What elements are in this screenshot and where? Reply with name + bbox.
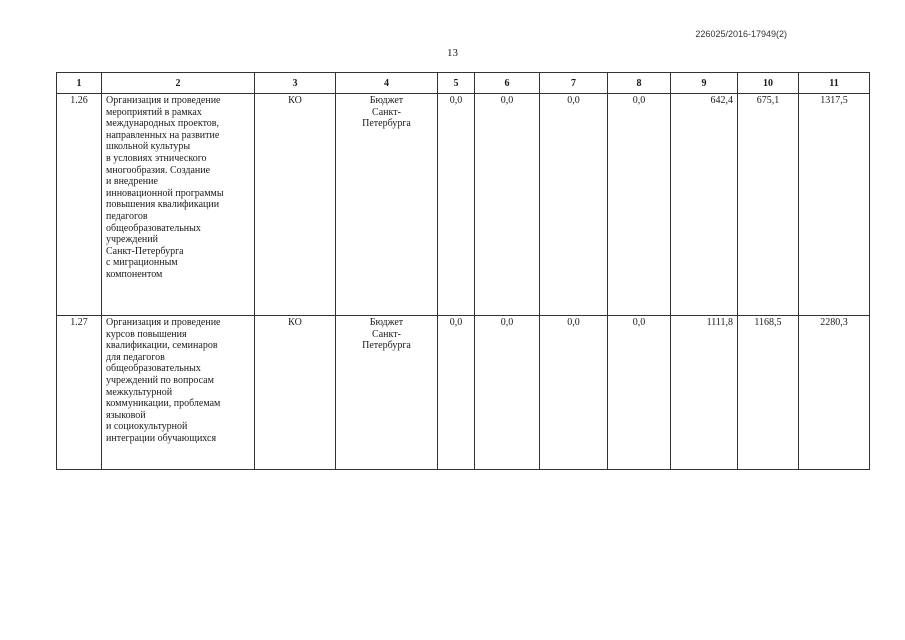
row-value-col5: 0,0	[438, 316, 475, 470]
row-value-col9: 1111,8	[671, 316, 738, 470]
description-line: и социокультурной	[106, 421, 188, 433]
row-value-col5: 0,0	[438, 94, 475, 316]
row-value-col7: 0,0	[540, 94, 608, 316]
description-line: и внедрение	[106, 176, 158, 188]
description-line: Организация и проведение	[106, 317, 221, 328]
description-line: в условиях этнического	[106, 152, 207, 164]
row-value-col10: 675,1	[738, 94, 799, 316]
description-line: многообразия. Создание	[106, 164, 211, 176]
description-line: мероприятий в рамках	[106, 106, 202, 118]
description-line: квалификации, семинаров	[106, 340, 218, 352]
document-id: 226025/2016-17949(2)	[695, 29, 787, 39]
row-executor: КО	[255, 94, 336, 316]
col-header-6: 6	[475, 73, 540, 94]
row-value-col9: 642,4	[671, 94, 738, 316]
col-header-4: 4	[336, 73, 438, 94]
row-value-col8: 0,0	[608, 94, 671, 316]
description-line: языковой	[106, 409, 146, 421]
budget-table	[56, 72, 870, 470]
description-line: учреждений по вопросам	[106, 374, 214, 386]
description-line: компонентом	[106, 268, 163, 280]
description-line: курсов повышения	[106, 328, 187, 340]
row-value-col10: 1168,5	[738, 316, 799, 470]
header-row	[57, 73, 870, 94]
description-line: с миграционным	[106, 257, 178, 269]
description-line: Организация и проведение	[106, 95, 221, 106]
funding-source-line: Петербурга	[362, 118, 411, 130]
row-value-col11: 1317,5	[799, 94, 870, 316]
funding-source-line: Санкт-	[372, 328, 401, 340]
row-value-col8: 0,0	[608, 316, 671, 470]
row-value-col7: 0,0	[540, 316, 608, 470]
description-line: межкультурной	[106, 386, 173, 398]
col-header-3: 3	[255, 73, 336, 94]
col-header-8: 8	[608, 73, 671, 94]
row-description	[102, 94, 255, 316]
row-funding-source	[336, 316, 438, 470]
description-line: для педагогов	[106, 351, 165, 363]
col-header-10: 10	[738, 73, 799, 94]
table-row	[57, 316, 870, 470]
description-line: направленных на развитие	[106, 129, 220, 141]
description-line: общеобразовательных	[106, 363, 201, 375]
col-header-7: 7	[540, 73, 608, 94]
funding-source-line: Петербурга	[362, 340, 411, 352]
description-line: международных проектов,	[106, 118, 220, 130]
description-line: педагогов	[106, 210, 148, 222]
row-description	[102, 316, 255, 470]
row-executor: КО	[255, 316, 336, 470]
funding-source-line: Бюджет	[369, 95, 404, 106]
row-value-col6: 0,0	[475, 94, 540, 316]
description-line: общеобразовательных	[106, 222, 201, 234]
row-funding-source	[336, 94, 438, 316]
table-row	[57, 94, 870, 316]
funding-source-line: Санкт-	[372, 106, 401, 118]
description-line: коммуникации, проблемам	[106, 398, 221, 410]
description-line: инновационной программы	[106, 187, 224, 199]
description-line: повышения квалификации	[106, 199, 220, 211]
description-line: школьной культуры	[106, 141, 191, 153]
page-number: 13	[447, 47, 458, 59]
description-line: интеграции обучающихся	[106, 432, 217, 444]
col-header-2: 2	[102, 73, 255, 94]
col-header-5: 5	[438, 73, 475, 94]
description-line: учреждений	[106, 234, 158, 246]
row-number: 1.26	[57, 94, 102, 316]
description-line: Санкт-Петербурга	[106, 245, 184, 257]
col-header-1: 1	[57, 73, 102, 94]
row-value-col6: 0,0	[475, 316, 540, 470]
col-header-9: 9	[671, 73, 738, 94]
col-header-11: 11	[799, 73, 870, 94]
funding-source-line: Бюджет	[369, 317, 404, 328]
row-number: 1.27	[57, 316, 102, 470]
row-value-col11: 2280,3	[799, 316, 870, 470]
